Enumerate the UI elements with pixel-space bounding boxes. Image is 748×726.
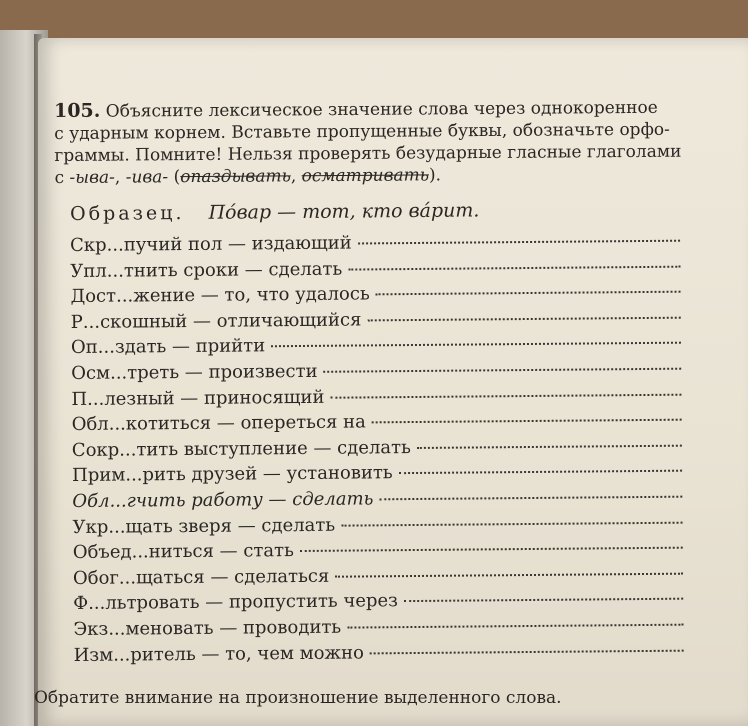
answer-blank[interactable] bbox=[404, 597, 683, 602]
suffix-yva: -ыва- bbox=[69, 167, 115, 188]
answer-blank[interactable] bbox=[367, 315, 680, 321]
instruction-text-1: Объясните лексическое значение слова через однокоренное bbox=[105, 97, 658, 122]
row-text: Укр...щать зверя — сделать bbox=[72, 514, 336, 538]
row-text: Обог...щаться — сделаться bbox=[72, 565, 330, 589]
instruction-line-3: граммы. Помните! Нельзя проверять безударные гласные глаголами bbox=[54, 141, 682, 166]
exercise-row bbox=[74, 639, 684, 670]
row-text: Ф...льтровать — пропустить через bbox=[73, 590, 399, 615]
answer-blank[interactable] bbox=[376, 290, 681, 296]
row-text: Обл...гчить работу — сделать bbox=[72, 488, 374, 512]
answer-blank[interactable] bbox=[347, 623, 683, 629]
row-text: Оп...здать — прийти bbox=[70, 335, 266, 359]
example-word-opazdyvat: опаздывать bbox=[180, 166, 291, 188]
exercise-number: 105. bbox=[54, 99, 101, 122]
answer-blank[interactable] bbox=[324, 367, 682, 373]
answer-blank[interactable] bbox=[379, 495, 682, 501]
example-close: ). bbox=[428, 165, 442, 186]
row-text: Осм...треть — произвести bbox=[71, 360, 318, 384]
answer-blank[interactable] bbox=[348, 264, 680, 270]
sample-text: Пóвар — тот, кто вáрит. bbox=[208, 199, 480, 224]
answer-blank[interactable] bbox=[335, 571, 683, 577]
answer-blank[interactable] bbox=[271, 341, 681, 348]
row-text: Изм...ритель — то, чем можно bbox=[73, 641, 364, 666]
instruction-line-4: с -ыва-, -ива- (опаздывать, осматривать). bbox=[54, 165, 442, 188]
answer-blank[interactable] bbox=[330, 392, 681, 398]
footer-note: Обратите внимание на произношение выделенного слова. bbox=[34, 688, 562, 708]
row-text: Объед...ниться — стать bbox=[72, 540, 294, 564]
row-text: П...лезный — приносящий bbox=[71, 386, 325, 410]
answer-blank[interactable] bbox=[341, 520, 682, 526]
example-word-osmatrivat: осматривать bbox=[301, 165, 430, 187]
sample-label: Образец. bbox=[70, 202, 185, 225]
row-text: Дост...жение — то, что удалось bbox=[70, 283, 370, 308]
row-text: Сокр...тить выступление — сделать bbox=[71, 436, 411, 461]
answer-blank[interactable] bbox=[370, 648, 684, 654]
answer-blank[interactable] bbox=[358, 239, 680, 245]
instruction-line-2: с ударным корнем. Вставьте пропущенные буквы, обозначьте орфо- bbox=[54, 119, 670, 144]
suffix-iva: -ива- bbox=[125, 167, 169, 188]
row-text: Упл...тнить сроки — сделать bbox=[70, 258, 343, 282]
suffix-prefix: с bbox=[54, 167, 70, 188]
answer-blank[interactable] bbox=[417, 443, 682, 448]
answer-blank[interactable] bbox=[399, 469, 682, 474]
row-text: Экз...меновать — проводить bbox=[73, 616, 342, 640]
row-text: Прим...рить друзей — установить bbox=[72, 462, 393, 487]
answer-blank[interactable] bbox=[300, 546, 683, 552]
exercise-105 bbox=[54, 96, 685, 189]
exercise-rows bbox=[70, 230, 684, 670]
example-open: ( bbox=[168, 167, 181, 188]
row-text: Р...скошный — отличающийся bbox=[70, 309, 362, 333]
row-text: Скр...пучий пол — издающий bbox=[70, 232, 352, 256]
answer-blank[interactable] bbox=[372, 418, 682, 424]
row-text: Обл...котиться — опереться на bbox=[71, 411, 366, 436]
